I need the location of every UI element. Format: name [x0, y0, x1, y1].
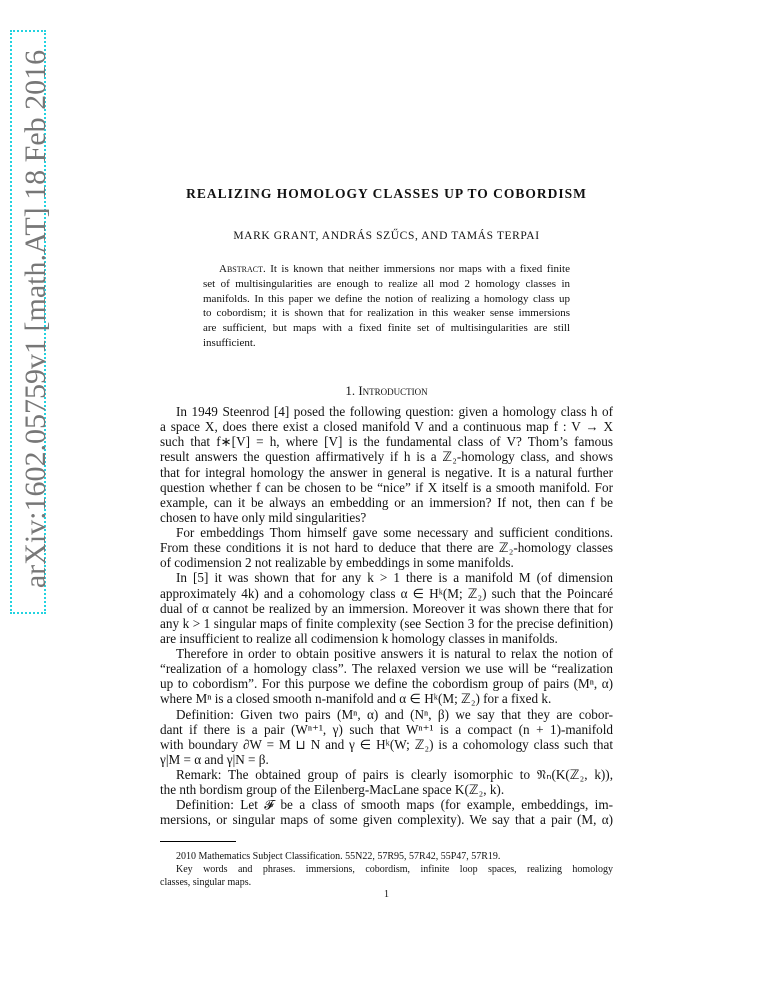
body-line: approximately 4k) and a cohomology class α ∈ Hᵏ(M; ℤ₂) such that the Poincaré: [160, 585, 613, 601]
body-line: In [5] it was shown that for any k > 1 there is a manifold M (of dimension: [176, 570, 613, 586]
page-number: 1: [384, 889, 389, 900]
body-line: are insufficient to realize all codimension k homology classes in manifolds.: [160, 630, 558, 646]
paper-title: REALIZING HOMOLOGY CLASSES UP TO COBORDISM: [186, 186, 587, 201]
body-line: Definition: Let 𝓕 be a class of smooth maps (for example, embeddings, im-: [176, 797, 613, 813]
body-line: that for integral homology the answer in general is negative. It is a natural further: [160, 464, 613, 480]
footnote-rule: [160, 841, 236, 842]
body-line: dual of α cannot be realized by an immersion. Moreover it was shown there that for: [160, 600, 613, 616]
abstract-label: Abstract.: [219, 263, 271, 275]
abstract: [203, 262, 570, 351]
abstract-line: to cobordism; it is shown that for realization in this weaker sense immersions: [203, 307, 570, 320]
abstract-line: [203, 262, 570, 277]
body-line: Definition: Given two pairs (Mⁿ, α) and (Nⁿ, β) we say that they are cobor-: [176, 706, 613, 722]
body-line: chosen to have only mild singularities?: [160, 509, 367, 525]
abstract-text: It is known that neither immersions nor maps with a fixed finite: [270, 263, 570, 275]
abstract-line: insufficient.: [203, 336, 256, 349]
body-line: “realization of a homology class”. The relaxed version we use will be “realization: [160, 661, 613, 677]
abstract-line: are sufficient, but maps with a fixed finite set of multisingularities are still: [203, 322, 570, 335]
body-line: In 1949 Steenrod [4] posed the following question: given a homology class h of: [176, 404, 613, 419]
footnote-line: classes, singular maps.: [160, 877, 252, 888]
body-line: Remark: The obtained group of pairs is clearly isomorphic to 𝔑ₙ(K(ℤ₂, k)),: [176, 767, 613, 782]
body-line: where Mⁿ is a closed smooth n-manifold and α ∈ Hᵏ(M; ℤ₂) for a fixed k.: [160, 691, 552, 707]
body-line: such that f∗[V] = h, where [V] is the fundamental class of V? Thom’s famous: [160, 434, 613, 450]
arxiv-identifier: arXiv:1602.05759v1 [math.AT] 18 Feb 2016: [19, 49, 52, 589]
body-line: From these conditions it is not hard to deduce that there are ℤ₂-homology classes: [160, 540, 613, 556]
body-line: γ|M = α and γ|N = β.: [160, 751, 269, 767]
body-line: any k > 1 singular maps of finite complexity (see Section 3 for the precise definition): [160, 615, 613, 631]
abstract-line: manifolds. In this paper we define the notion of realizing a homology class up: [203, 292, 570, 305]
body-line: of codimension 2 not realizable by embeddings in some manifolds.: [160, 555, 514, 571]
footnotes: [160, 850, 613, 889]
body-line: the nth bordism group of the Eilenberg-MacLane space K(ℤ₂, k).: [160, 782, 505, 798]
footnote-line: Key words and phrases. immersions, cobordism, infinite loop spaces, realizing homology: [176, 864, 613, 875]
body-line: with boundary ∂W = M ⊔ N and γ ∈ Hᵏ(W; ℤ₂) is a cohomology class such that: [160, 736, 613, 752]
body-line: question whether f can be chosen to be “nice” if X itself is a smooth manifold. For: [160, 479, 613, 495]
body-line: dant if there is a pair (Wⁿ⁺¹, γ) such that Wⁿ⁺¹ is a compact (n + 1)-manifold: [160, 721, 613, 737]
body-line: result answers the question affirmatively if h is a ℤ₂-homology class, and shows: [160, 449, 613, 465]
body-line: up to cobordism”. For this purpose we define the cobordism group of pairs (Mⁿ, α): [160, 676, 613, 692]
body-line: example, can it be always an embedding or an immersion? If not, then can f be: [160, 494, 613, 510]
body-line: a space X, does there exist a closed manifold V and a continuous map f : V → X: [160, 419, 613, 435]
body-line: For embeddings Thom himself gave some necessary and sufficient conditions.: [176, 525, 613, 540]
section-heading-introduction: 1. Introduction: [345, 383, 428, 398]
body-line: Therefore in order to obtain positive answers it is natural to relax the notion of: [176, 646, 613, 661]
body-line: mersions, or singular maps of some given complexity). We say that a pair (M, α): [160, 812, 613, 828]
abstract-line: set of multisingularities are enough to realize all mod 2 homology classes in: [203, 277, 570, 290]
body-text: [160, 404, 613, 828]
footnote-line: 2010 Mathematics Subject Classification. 55N22, 57R95, 57R42, 55P47, 57R19.: [176, 851, 501, 862]
paper-authors: MARK GRANT, ANDRÁS SZŰCS, AND TAMÁS TERPAI: [233, 230, 540, 242]
arxiv-stamp[interactable]: [10, 30, 52, 615]
